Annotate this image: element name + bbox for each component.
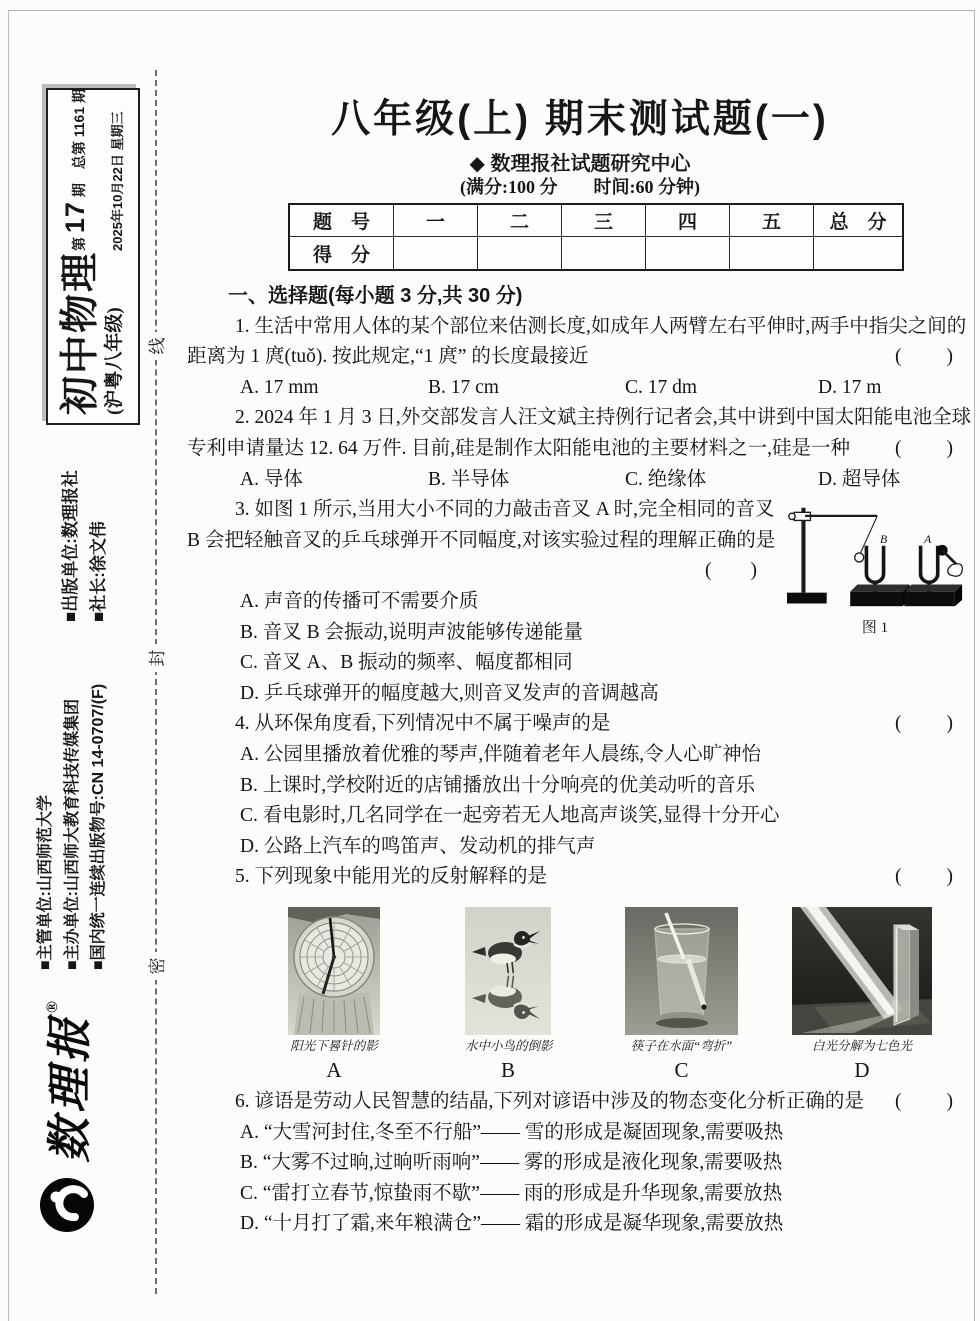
q2-option-d: D. 超导体	[818, 468, 901, 490]
newspaper-logo	[24, 982, 106, 1235]
bent-chopstick-photo	[625, 907, 738, 1035]
paper-subtitle: ◆ 数理报社试题研究中心	[469, 153, 691, 175]
q5-photo-d-caption: 白光分解为七色光	[811, 1038, 912, 1053]
q6-answer-bracket: ( )	[895, 1090, 955, 1112]
score-label-cell: 得 分	[290, 237, 394, 269]
q5-photo-row	[187, 893, 973, 1087]
q1-option-d: D. 17 m	[818, 376, 882, 398]
q5-photo-c-chopstick	[625, 907, 738, 1083]
q4-line1-text: 4. 从环保角度看,下列情况中不属于噪声的是	[235, 713, 611, 735]
q1-line1: 1. 生活中常用人体的某个部位来估测长度,如成年人两臂左右平伸时,两手中指尖之间的	[235, 315, 967, 337]
issue-suffix: 期	[71, 183, 87, 198]
q5-photo-c-caption: 筷子在水面“弯折”	[630, 1038, 733, 1053]
q3-answer-bracket: ( )	[705, 560, 757, 582]
section-heading: 一、选择题(每小题 3 分,共 30 分)	[228, 285, 523, 307]
score-table-header-cell: 二	[478, 205, 562, 237]
score-empty-cell	[478, 237, 562, 269]
score-empty-cell	[814, 237, 902, 269]
q6-line1	[187, 1087, 973, 1118]
q4-line1	[187, 709, 973, 740]
issue-date: 2025年10月22日 星期三	[110, 111, 125, 251]
score-table-header-cell: 三	[562, 205, 646, 237]
q5-photo-d-letter: D	[854, 1057, 870, 1082]
score-table-header-cell: 总 分	[814, 205, 902, 237]
logo-circle-icon	[27, 1173, 103, 1235]
q1-line2-text: 距离为 1 庹(tuǒ). 按此规定,“1 庹” 的长度最接近	[187, 346, 589, 368]
issue-line	[60, 89, 91, 251]
logo-characters: 数理报	[44, 1012, 95, 1163]
q3-line2: B 会把轻触音叉的乒乓球弹开不同幅度,对该实验过程的理解正确的是	[187, 529, 776, 551]
logo-text	[33, 996, 98, 1163]
q4-option-a: A. 公园里播放着优雅的琴声,伴随着老年人晨练,令人心旷神怡	[240, 743, 762, 765]
light-dispersion-photo	[792, 907, 932, 1035]
tuning-fork-experiment-illustration	[787, 497, 963, 617]
publisher-president: ■社长:徐文伟	[89, 521, 108, 622]
q5-answer-bracket: ( )	[895, 866, 955, 888]
fork-a-label: A	[924, 533, 932, 547]
q3-option-d: D. 乒乓球弹开的幅度越大,则音叉发声的音调越高	[240, 682, 659, 704]
q1-answer-bracket: ( )	[895, 346, 955, 368]
q2-line2-text: 专利申请量达 12. 64 万件. 目前,硅是制作太阳能电池的主要材料之一,硅是一种	[187, 437, 851, 459]
score-table	[288, 203, 904, 271]
paper-title: 八年级(上) 期末测试题(一)	[331, 98, 829, 141]
seal-char-mi: 密	[145, 952, 171, 980]
q5-photo-a-letter: A	[326, 1057, 342, 1082]
paper-score-time-info: (满分:100 分 时间:60 分钟)	[460, 177, 700, 197]
total-issue: 总第 1161 期	[71, 89, 87, 170]
q4-option-d: D. 公路上汽车的鸣笛声、发动机的排气声	[240, 835, 596, 857]
publisher-unit: ■出版单位:数理报社	[61, 470, 80, 622]
q3-option-a: A. 声音的传播可不需要介质	[240, 590, 479, 612]
publication-edition: (沪粤八年级)	[104, 307, 125, 415]
seal-char-feng: 封	[145, 644, 171, 672]
publication-title: 初中物理	[59, 250, 102, 415]
score-table-header-cell: 五	[730, 205, 814, 237]
publisher-block-1	[58, 444, 112, 622]
score-empty-cell	[730, 237, 814, 269]
q6-option-c: C. “雷打立春节,惊蛰雨不歇”—— 雨的形成是升华现象,需要放热	[240, 1182, 783, 1204]
figure-1-caption: 图 1	[861, 620, 889, 637]
q1-options	[187, 373, 973, 404]
q5-photo-b-letter: B	[500, 1057, 515, 1082]
masthead-title-group	[59, 251, 127, 415]
q1-line2	[187, 342, 973, 373]
q5-line1-text: 5. 下列现象中能用光的反射解释的是	[235, 866, 548, 888]
q1-option-c: C. 17 dm	[625, 376, 698, 398]
figure-1-tuning-forks	[787, 497, 963, 638]
q6-line1-text: 6. 谚语是劳动人民智慧的结晶,下列对谚语中涉及的物态变化分析正确的是	[235, 1090, 864, 1112]
score-table-header-cell: 题 号	[290, 205, 394, 237]
bird-reflection-photo	[465, 907, 551, 1035]
seal-dashed-line	[155, 70, 157, 1294]
q2-option-b: B. 半导体	[428, 468, 510, 490]
q3-block	[187, 495, 973, 709]
score-empty-cell	[562, 237, 646, 269]
q2-option-a: A. 导体	[240, 468, 303, 490]
score-empty-cell	[394, 237, 478, 269]
score-empty-cell	[646, 237, 730, 269]
q3-option-b: B. 音叉 B 会振动,说明声波能够传递能量	[240, 621, 583, 643]
q5-photo-b-caption: 水中小鸟的倒影	[465, 1038, 553, 1053]
q5-photo-a-sundial	[288, 907, 380, 1083]
q6-option-d: D. “十月打了霜,来年粮满仓”—— 霜的形成是凝华现象,需要放热	[240, 1213, 784, 1235]
seal-char-xian: 线	[145, 332, 171, 360]
issue-prefix: 第	[71, 236, 87, 251]
q3-line1: 3. 如图 1 所示,当用大小不同的力敲击音叉 A 时,完全相同的音叉	[235, 499, 775, 521]
publication-number: ■国内统一连续出版物号:CN 14-0707/(F)	[90, 683, 107, 970]
masthead-issue-group	[52, 89, 134, 251]
q2-option-c: C. 绝缘体	[625, 468, 707, 490]
q3-option-c: C. 音叉 A、B 振动的频率、幅度都相同	[240, 652, 573, 674]
supervisor-unit: ■主管单位:山西师范大学	[37, 795, 54, 970]
q2-line2	[187, 434, 973, 465]
score-table-header-cell: 一	[394, 205, 478, 237]
q4-answer-bracket: ( )	[895, 713, 955, 735]
masthead-box	[46, 88, 140, 425]
q2-answer-bracket: ( )	[895, 437, 955, 459]
publisher-block-2	[33, 640, 111, 970]
q4-option-c: C. 看电影时,几名同学在一起旁若无人地高声谈笑,显得十分开心	[240, 805, 780, 827]
q6-option-a: A. “大雪河封住,冬至不行船”—— 雪的形成是凝固现象,需要吸热	[240, 1121, 784, 1143]
organizer-unit: ■主办单位:山西师大教育科技传媒集团	[63, 699, 81, 970]
q6-option-b: B. “大雾不过晌,过晌听雨响”—— 雾的形成是液化现象,需要吸热	[240, 1152, 783, 1174]
q1-option-a: A. 17 mm	[240, 376, 319, 398]
q5-line1	[187, 862, 973, 893]
q5-photo-c-letter: C	[674, 1057, 689, 1082]
q4-option-b: B. 上课时,学校附近的店铺播放出十分响亮的优美动听的音乐	[240, 774, 756, 796]
q1-option-b: B. 17 cm	[428, 376, 499, 398]
q5-photo-a-caption: 阳光下晷针的影	[290, 1038, 378, 1053]
sundial-photo	[288, 907, 380, 1035]
q2-options	[187, 465, 973, 496]
fork-b-label: B	[879, 533, 888, 547]
question-flow	[187, 281, 973, 1240]
issue-number: 17	[60, 201, 90, 234]
q5-photo-b-bird	[465, 907, 551, 1083]
registered-mark: ®	[43, 996, 61, 1013]
q5-photo-d-prism	[792, 907, 932, 1083]
q2-line1: 2. 2024 年 1 月 3 日,外交部发言人汪文斌主持例行记者会,其中讲到中国太阳能电池全球	[235, 407, 972, 429]
score-table-header-cell: 四	[646, 205, 730, 237]
